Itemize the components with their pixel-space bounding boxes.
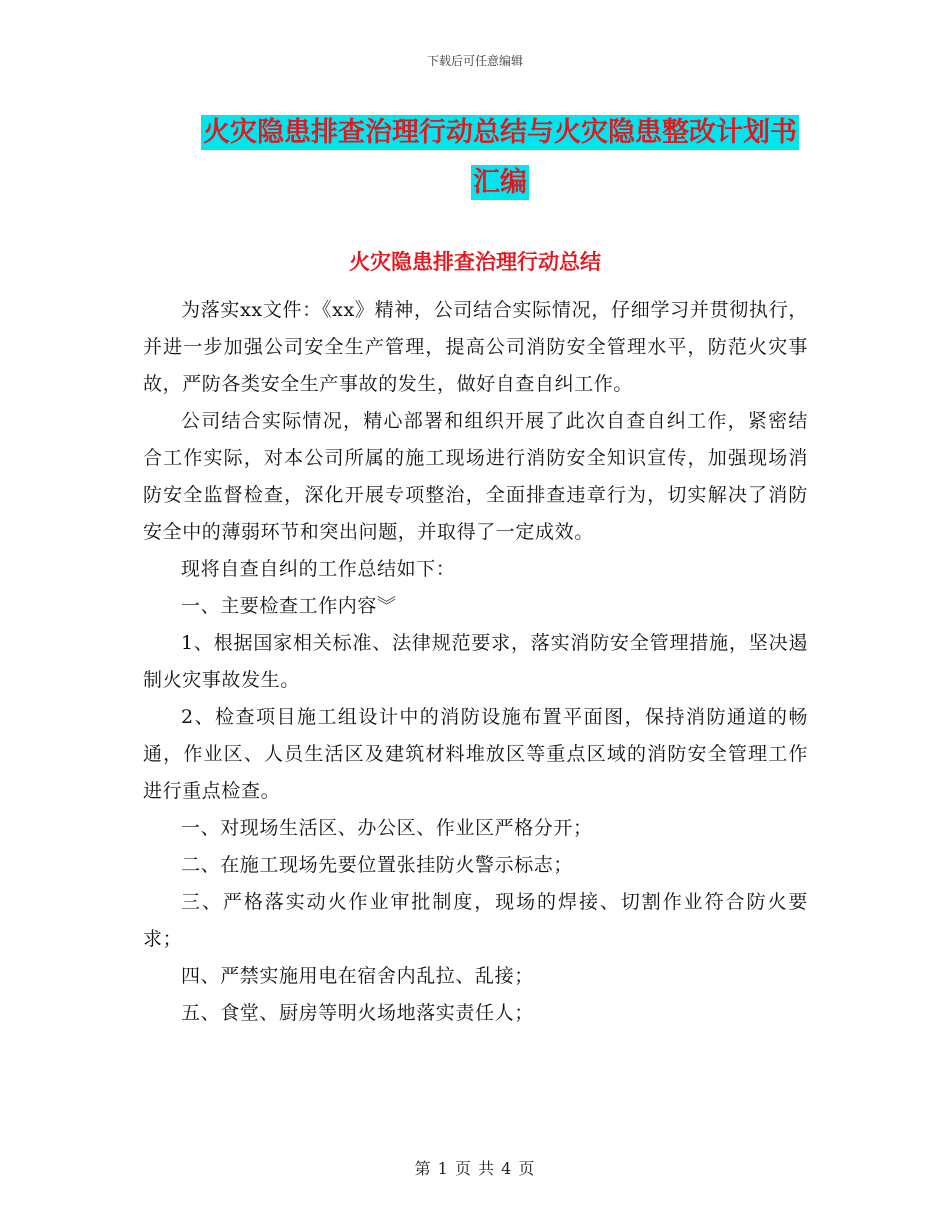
paragraph: 四、严禁实施用电在宿舍内乱拉、乱接；: [181, 965, 534, 987]
paragraph: 一、主要检查工作内容︾: [181, 595, 397, 617]
document-title: [190, 108, 810, 208]
paragraph: 二、在施工现场先要位置张挂防火警示标志；: [181, 854, 574, 876]
page-number: 第 1 页 共 4 页: [414, 1159, 536, 1178]
paragraph: 三、严格落实动火作业审批制度，现场的焊接、切割作业符合防火要求；: [143, 891, 808, 950]
paragraph: 一、对现场生活区、办公区、作业区严格分开；: [181, 817, 593, 839]
document-body: [143, 292, 808, 1032]
paragraph: 1、根据国家相关标准、法律规范要求，落实消防安全管理措施，坚决遏制火灾事故发生。: [143, 632, 808, 691]
paragraph: 为落实xx文件：《xx》精神，公司结合实际情况，仔细学习并贯彻执行，并进一步加强公司安全生产管理，提高公司消防安全管理水平，防范火灾事故，严防各类安全生产事故的发生，做好自查自纠工作。: [143, 299, 808, 395]
paragraph: 五、食堂、厨房等明火场地落实责任人；: [181, 1002, 534, 1024]
paragraph: 公司结合实际情况，精心部署和组织开展了此次自查自纠工作，紧密结合工作实际，对本公司所属的施工现场进行消防安全知识宣传，加强现场消防安全监督检查，深化开展专项整治，全面排查违章行为，切实解决了消防安全中的薄弱环节和突出问题，并取得了一定成效。: [143, 410, 808, 543]
paragraph: 现将自查自纠的工作总结如下：: [181, 558, 456, 580]
section-title: 火灾隐患排查治理行动总结: [349, 250, 601, 274]
paragraph: 2、检查项目施工组设计中的消防设施布置平面图，保持消防通道的畅通，作业区、人员生活区及建筑材料堆放区等重点区域的消防安全管理工作进行重点检查。: [143, 706, 808, 802]
header-note: 下载后可任意编辑: [426, 54, 523, 68]
document-title-text: 火灾隐患排查治理行动总结与火灾隐患整改计划书汇编: [203, 117, 797, 198]
